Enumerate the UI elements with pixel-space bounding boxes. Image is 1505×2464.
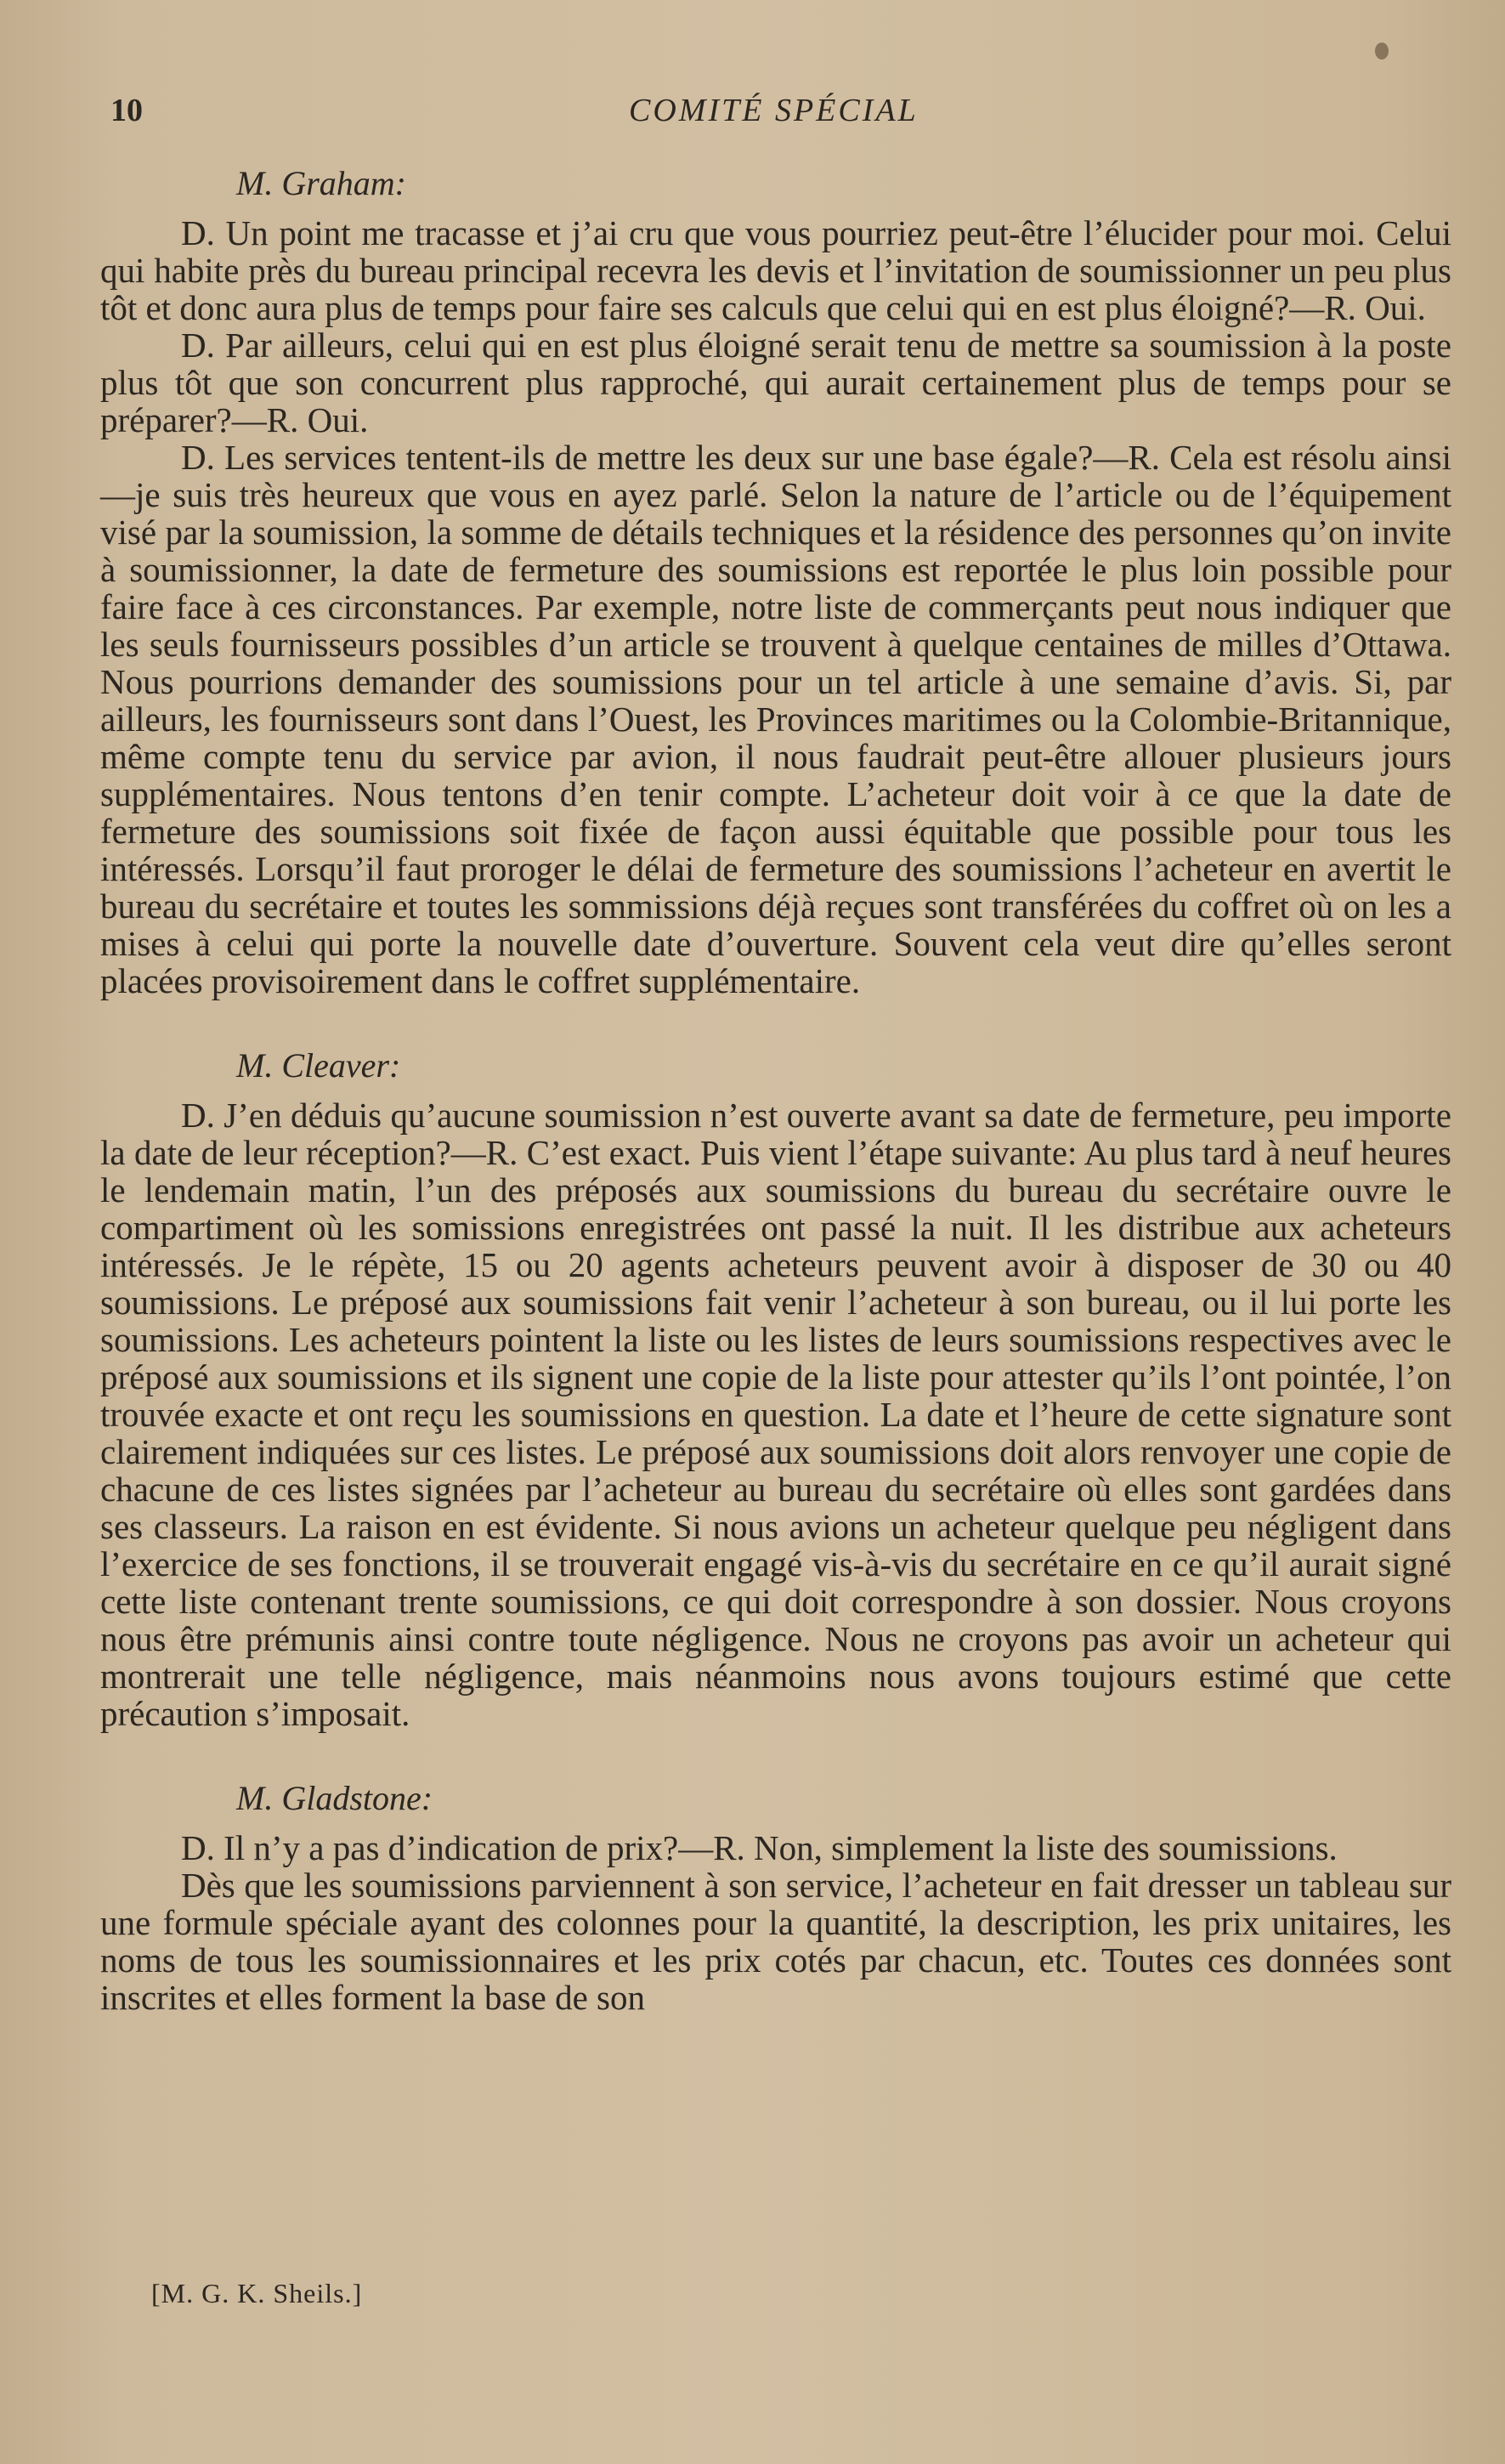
section-graham xyxy=(100,161,1451,1000)
paragraph: D. Par ailleurs, celui qui en est plus éloigné serait tenu de mettre sa soumission à la poste plus tôt que son concurrent plus rapproché, qui aurait certainement plus de temps pour se préparer?—R. Oui. xyxy=(100,326,1451,439)
page-header xyxy=(0,92,1505,139)
speaker-name: M. Gladstone: xyxy=(236,1779,433,1817)
section-gap xyxy=(100,1000,1451,1044)
running-head: COMITÉ SPÉCIAL xyxy=(629,93,919,128)
page-body xyxy=(100,161,1451,2016)
speaker-name: M. Graham: xyxy=(236,164,406,202)
page-number: 10 xyxy=(110,93,143,128)
paragraph: Dès que les soumissions parviennent à son service, l’acheteur en fait dresser un tableau sur une formule spéciale ayant des colonnes pour la quantité, la description, les prix unitaires, les noms de tous les soumissionnaires et les prix cotés par chacun, etc. Toutes ces données sont inscrites et elles forment la base de son xyxy=(100,1866,1451,2017)
paragraph: D. Les services tentent-ils de mettre les deux sur une base égale?—R. Cela est résolu ainsi—je suis très heureux que vous en ayez parlé. Selon la nature de l’article ou de l’équipement visé par la soumission, la somme de détails techniques et la résidence des personnes qu’on invite à soumissionner, la date de fermeture des soumissions est reportée le plus loin possible pour faire face à ces circonstances. Par exemple, notre liste de commerçants peut nous indiquer que les seuls fournisseurs possibles d’un article se trouvent à quelque centaines de milles d’Ottawa. Nous pourrions demander des soumissions pour un tel article à une semaine d’avis. Si, par ailleurs, les fournisseurs sont dans l’Ouest, les Provinces maritimes ou la Colombie-Britannique, même compte tenu du service par avion, il nous faudrait peut-être allouer plusieurs jours supplémentaires. Nous tentons d’en tenir compte. L’acheteur doit voir à ce que la date de fermeture des soumissions soit fixée de façon aussi équitable que possible pour tous les intéressés. Lorsqu’il faut proroger le délai de fermeture des soumissions l’acheteur en avertit le bureau du secrétaire et toutes les sommissions déjà reçues sont transférées du coffret où on les a mises à celui qui porte la nouvelle date d’ouverture. Souvent cela veut dire qu’elles seront placées provisoirement dans le coffret supplémentaire. xyxy=(100,438,1451,1000)
paragraph: D. Un point me tracasse et j’ai cru que vous pourriez peut-être l’élucider pour moi. Celui qui habite près du bureau principal recevra les devis et l’invitation de soumissionner un peu plus tôt et donc aura plus de temps pour faire ses calculs que celui qui en est plus éloigné?—R. Oui. xyxy=(100,213,1451,327)
speaker-name: M. Cleaver: xyxy=(236,1046,401,1085)
paragraph: D. J’en déduis qu’aucune soumission n’est ouverte avant sa date de fermeture, peu importe la date de leur réception?—R. C’est exact. Puis vient l’étape suivante: Au plus tard à neuf heures le lendemain matin, l’un des préposés aux soumissions du bureau du secrétaire ouvre le compartiment où les somissions enregistrées ont passé la nuit. Il les distribue aux acheteurs intéressés. Je le répète, 15 ou 20 agents acheteurs peuvent avoir à disposer de 30 ou 40 soumissions. Le préposé aux soumissions fait venir l’acheteur à son bureau, ou il lui porte les soumissions. Les acheteurs pointent la liste ou les listes de leurs soumissions respectives avec le préposé aux soumissions et ils signent une copie de la liste pour attester qu’ils l’ont pointée, l’on trouvée exacte et ont reçu les soumissions en question. La date et l’heure de cette signature sont clairement indiquées sur ces listes. Le préposé aux soumissions doit alors renvoyer une copie de chacune de ces listes signées par l’acheteur au bureau du secrétaire où elles sont gardées dans ses classeurs. La raison en est évidente. Si nous avions un acheteur quelque peu négligent dans l’exercice de ses fonctions, il se trouverait engagé vis-à-vis du secrétaire en ce qu’il aurait signé cette liste contenant trente soumissions, ce qui doit correspondre à son dossier. Nous croyons nous être prémunis ainsi contre toute négligence. Nous ne croyons pas avoir un acheteur qui montrerait une telle négligence, mais néanmoins nous avons toujours estimé que cette précaution s’imposait. xyxy=(100,1096,1451,1733)
section-gap xyxy=(100,1732,1451,1776)
ink-smudge xyxy=(1375,42,1389,59)
section-cleaver xyxy=(100,1044,1451,1732)
paragraph: D. Il n’y a pas d’indication de prix?—R. Non, simplement la liste des soumissions. xyxy=(181,1828,1338,1867)
section-gladstone xyxy=(100,1776,1451,2016)
witness-footer: [M. G. K. Sheils.] xyxy=(151,2278,363,2308)
